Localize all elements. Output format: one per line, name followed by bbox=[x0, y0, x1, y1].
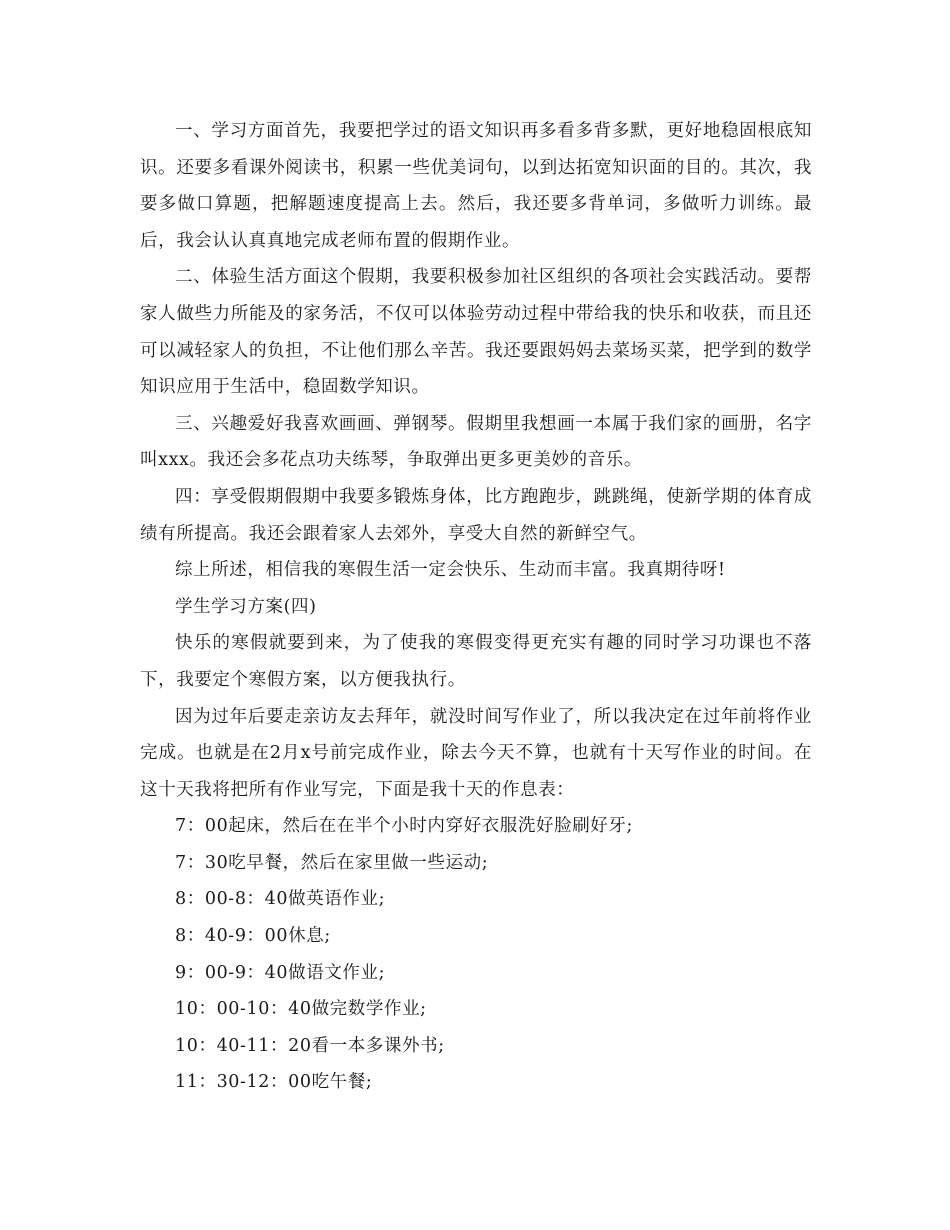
paragraph-enjoy-holiday: 四：享受假期假期中我要多锻炼身体，比方跑跑步，跳跳绳，使新学期的体育成绩有所提高。我还会跟着家人去郊外，享受大自然的新鲜空气。 bbox=[140, 486, 812, 544]
paragraph-hobbies: 三、兴趣爱好我喜欢画画、弹钢琴。假期里我想画一本属于我们家的画册，名字叫xxx。我还会多花点功夫练琴，争取弹出更多更美妙的音乐。 bbox=[140, 413, 812, 471]
paragraph-study: 一、学习方面首先，我要把学过的语文知识再多看多背多默，更好地稳固根底知识。还要多看课外阅读书，积累一些优美词句，以到达拓宽知识面的目的。其次，我要多做口算题，把解题速度提高上去。然后，我还要多背单词，多做听力训练。最后，我会认认真真地完成老师布置的假期作业。 bbox=[140, 121, 812, 251]
section-heading: 学生学习方案(四) bbox=[175, 596, 317, 617]
document-body bbox=[140, 113, 812, 1101]
paragraph-life-experience: 二、体验生活方面这个假期，我要积极参加社区组织的各项社会实践活动。要帮家人做些力所能及的家务活，不仅可以体验劳动过程中带给我的快乐和收获，而且还可以减轻家人的负担，不让他们那么辛苦。我还要跟妈妈去菜场买菜，把学到的数学知识应用于生活中，稳固数学知识。 bbox=[140, 267, 812, 398]
schedule-item: 11：30-12：00吃午餐; bbox=[175, 1072, 373, 1093]
schedule-item: 9：00-9：40做语文作业; bbox=[175, 962, 386, 983]
schedule-item: 8：40-9：00休息; bbox=[175, 926, 331, 947]
paragraph-plan: 因为过年后要走亲访友去拜年，就没时间写作业了，所以我决定在过年前将作业完成。也就是在2月x号前完成作业，除去今天不算，也就有十天写作业的时间。在这十天我将把所有作业写完，下面是我十天的作息表： bbox=[140, 706, 812, 800]
paragraph-summary: 综上所述，相信我的寒假生活一定会快乐、生动而丰富。我真期待呀! bbox=[175, 560, 726, 581]
schedule-item: 10：40-11：20看一本多课外书; bbox=[175, 1035, 445, 1056]
schedule-item: 7：30吃早餐，然后在家里做一些运动; bbox=[175, 852, 489, 873]
paragraph-intro: 快乐的寒假就要到来，为了使我的寒假变得更充实有趣的同时学习功课也不落下，我要定个寒假方案，以方便我执行。 bbox=[140, 633, 812, 690]
schedule-item: 10：00-10：40做完数学作业; bbox=[175, 999, 427, 1020]
schedule-item: 8：00-8：40做英语作业; bbox=[175, 889, 386, 910]
schedule-item: 7：00起床，然后在在半个小时内穿好衣服洗好脸刷好牙; bbox=[175, 816, 633, 837]
